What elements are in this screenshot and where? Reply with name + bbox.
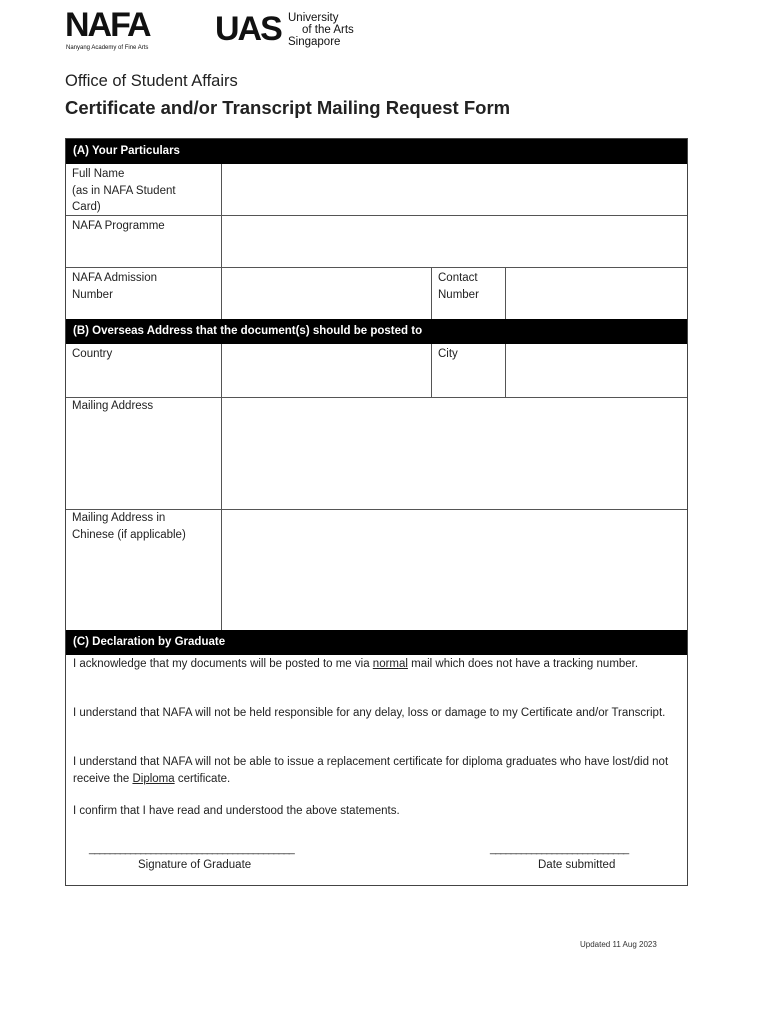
column-divider bbox=[431, 267, 432, 319]
uas-logo-text bbox=[288, 12, 354, 48]
chinese-label-line: Chinese (if applicable) bbox=[72, 528, 186, 541]
declaration-text: mail which does not have a tracking number. bbox=[407, 658, 639, 670]
date-line[interactable]: ___________________________ bbox=[490, 843, 629, 855]
declaration-paragraph-3 bbox=[73, 754, 678, 787]
mailing-address-input[interactable] bbox=[223, 399, 687, 511]
mailing-address-label: Mailing Address bbox=[72, 400, 154, 412]
section-a-heading: (A) Your Particulars bbox=[66, 139, 687, 164]
section-b-heading: (B) Overseas Address that the document(s) should be posted to bbox=[66, 319, 687, 344]
uas-logo bbox=[215, 10, 385, 56]
admission-label-line: NAFA Admission bbox=[72, 272, 158, 284]
declaration-text: I understand that NAFA will not be able to issue a replacement certificate for diploma graduates who have lost/did not receive the bbox=[73, 756, 669, 785]
divider bbox=[66, 397, 687, 398]
city-input[interactable] bbox=[507, 345, 687, 397]
nafa-logo-subtitle: Nanyang Academy of Fine Arts bbox=[66, 45, 149, 51]
contact-number-label bbox=[438, 270, 479, 303]
divider bbox=[66, 215, 687, 216]
uas-logo-word: UAS bbox=[215, 10, 281, 48]
admission-number-label bbox=[72, 270, 157, 303]
signature-label: Signature of Graduate bbox=[138, 859, 252, 871]
declaration-underlined: normal bbox=[372, 658, 408, 670]
admission-number-input[interactable] bbox=[223, 269, 432, 319]
nafa-logo-word: NAFA bbox=[65, 6, 150, 44]
declaration-paragraph-1 bbox=[73, 656, 678, 673]
column-divider bbox=[221, 344, 222, 630]
city-label: City bbox=[438, 348, 458, 360]
nafa-logo bbox=[65, 6, 177, 56]
full-name-input[interactable] bbox=[223, 165, 687, 215]
chinese-address-input[interactable] bbox=[223, 511, 687, 631]
office-name: Office of Student Affairs bbox=[65, 72, 238, 90]
contact-label-line: Number bbox=[438, 288, 479, 301]
uas-line-2: of the Arts bbox=[302, 24, 354, 36]
declaration-text: certificate. bbox=[174, 772, 231, 785]
form-title: Certificate and/or Transcript Mailing Request Form bbox=[65, 97, 511, 118]
updated-date: Updated 11 Aug 2023 bbox=[580, 940, 657, 949]
signature-line[interactable]: ________________________________________ bbox=[89, 843, 294, 855]
full-name-label-line: Card) bbox=[72, 201, 101, 213]
full-name-label-line: (as in NAFA Student bbox=[72, 184, 176, 197]
column-divider bbox=[505, 344, 506, 397]
programme-input[interactable] bbox=[223, 217, 687, 267]
column-divider bbox=[221, 164, 222, 319]
full-name-label bbox=[72, 166, 176, 216]
column-divider bbox=[431, 344, 432, 397]
contact-number-input[interactable] bbox=[507, 269, 687, 319]
section-c-heading: (C) Declaration by Graduate bbox=[66, 630, 687, 655]
logo-area bbox=[65, 6, 385, 56]
declaration-paragraph-4: I confirm that I have read and understood the above statements. bbox=[73, 805, 400, 817]
date-label: Date submitted bbox=[538, 859, 616, 871]
uas-line-1: University bbox=[288, 12, 339, 24]
country-input[interactable] bbox=[223, 345, 432, 397]
chinese-address-label bbox=[72, 510, 186, 543]
declaration-text: I acknowledge that my documents will be posted to me via bbox=[73, 658, 373, 670]
full-name-label-line: Full Name bbox=[72, 168, 125, 180]
chinese-label-line: Mailing Address in bbox=[72, 512, 166, 524]
contact-label-line: Contact bbox=[438, 272, 478, 284]
admission-label-line: Number bbox=[72, 288, 113, 301]
programme-label: NAFA Programme bbox=[72, 220, 165, 232]
uas-line-3: Singapore bbox=[288, 36, 341, 48]
country-label: Country bbox=[72, 348, 113, 360]
mailing-request-form bbox=[65, 138, 688, 886]
declaration-underlined: Diploma bbox=[132, 772, 175, 785]
column-divider bbox=[505, 267, 506, 319]
declaration-paragraph-2: I understand that NAFA will not be held responsible for any delay, loss or damage to my Certificate and/or Transcript. bbox=[73, 707, 666, 719]
divider bbox=[66, 267, 687, 268]
